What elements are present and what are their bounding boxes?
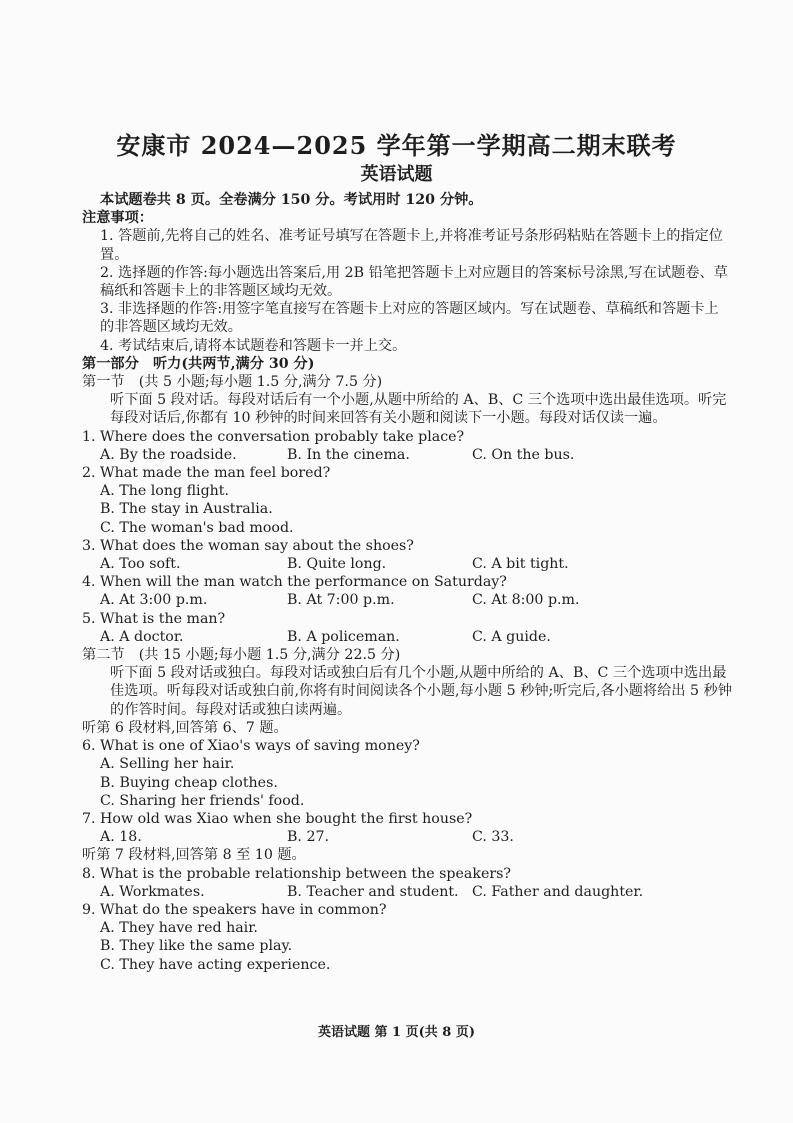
option-b: B. 27. xyxy=(287,829,330,846)
option-a: A. 18. xyxy=(100,829,142,846)
question-stem: 4. When will the man watch the performance on Saturday? xyxy=(82,574,507,591)
option-a: A. Workmates. xyxy=(100,883,205,900)
option-a: A. By the roadside. xyxy=(100,446,237,463)
option-b: B. At 7:00 p.m. xyxy=(287,592,395,609)
exam-title: 安康市 2024—2025 学年第一学期高二期末联考 xyxy=(116,131,677,160)
option-c: C. The woman's bad mood. xyxy=(100,519,294,536)
material-instruction: 听第 6 段材料,回答第 6、7 题。 xyxy=(82,719,288,736)
section1-heading: 第一节 (共 5 小题;每小题 1.5 分,满分 7.5 分) xyxy=(82,374,383,391)
option-b: B. Buying cheap clothes. xyxy=(100,774,278,791)
section2-instructions: 听下面 5 段对话或独白。每段对话或独白后有几个小题,从题中所给的 A、B、C 三个选项中选出最佳选项。听每段对话或独白前,你将有时间阅读各个小题,每小题 5 秒钟;听完后,各小题将给出 5 秒钟的作答时间。每段对话或独白读两遍。 xyxy=(110,665,732,718)
option-c: C. On the bus. xyxy=(472,446,575,463)
exam-subtitle: 英语试题 xyxy=(360,164,433,185)
option-c: C. 33. xyxy=(472,829,514,846)
option-b: B. The stay in Australia. xyxy=(100,501,273,518)
material-instruction: 听第 7 段材料,回答第 8 至 10 题。 xyxy=(82,847,306,864)
option-a: A. Too soft. xyxy=(100,556,181,573)
option-c: C. A guide. xyxy=(472,628,551,645)
option-b: B. They like the same play. xyxy=(100,938,293,955)
option-c: C. They have acting experience. xyxy=(100,956,331,973)
question-stem: 1. Where does the conversation probably take place? xyxy=(82,428,465,445)
option-a: A. A doctor. xyxy=(100,628,184,645)
option-a: A. The long flight. xyxy=(100,483,230,500)
question-stem: 6. What is one of Xiao's ways of saving money? xyxy=(82,738,420,755)
question-options xyxy=(82,555,732,573)
exam-body xyxy=(82,191,732,974)
part1-heading: 第一部分 听力(共两节,满分 30 分) xyxy=(82,355,315,372)
option-c: C. Sharing her friends' food. xyxy=(100,792,305,809)
question-options xyxy=(82,446,732,464)
option-a: A. Selling her hair. xyxy=(100,756,235,773)
option-c: C. At 8:00 p.m. xyxy=(472,592,580,609)
option-b: B. In the cinema. xyxy=(287,446,410,463)
question-stem: 9. What do the speakers have in common? xyxy=(82,901,387,918)
question-options xyxy=(82,883,732,901)
question-options xyxy=(82,591,732,609)
notice-heading: 注意事项： xyxy=(82,210,153,227)
notice-item: 4. 考试结束后,请将本试题卷和答题卡一并上交。 xyxy=(100,337,407,354)
question-options xyxy=(82,628,732,646)
question-stem: 2. What made the man feel bored? xyxy=(82,465,331,482)
page-footer: 英语试题 第 1 页(共 8 页) xyxy=(317,1025,476,1040)
notice-item: 2. 选择题的作答:每小题选出答案后,用 2B 铅笔把答题卡上对应题目的答案标号涂黑,写在试题卷、草稿纸和答题卡上的非答题区域均无效。 xyxy=(100,264,728,300)
notice-item: 3. 非选择题的作答:用签字笔直接写在答题卡上对应的答题区域内。写在试题卷、草稿纸和答题卡上的非答题区域均无效。 xyxy=(100,301,719,336)
option-c: C. A bit tight. xyxy=(472,556,569,573)
option-b: B. Quite long. xyxy=(287,556,387,573)
option-b: B. A policeman. xyxy=(287,628,400,645)
option-a: A. They have red hair. xyxy=(100,920,258,937)
option-a: A. At 3:00 p.m. xyxy=(100,592,208,609)
question-options xyxy=(82,828,732,846)
section2-heading: 第二节 (共 15 小题;每小题 1.5 分,满分 22.5 分) xyxy=(82,647,401,664)
question-stem: 8. What is the probable relationship between the speakers? xyxy=(82,865,512,882)
option-c: C. Father and daughter. xyxy=(472,883,644,900)
question-stem: 7. How old was Xiao when she bought the first house? xyxy=(82,810,473,827)
section1-instructions: 听下面 5 段对话。每段对话后有一个小题,从题中所给的 A、B、C 三个选项中选出最佳选项。听完每段对话后,你都有 10 秒钟的时间来回答有关小题和阅读下一小题。每段对话仅读一遍。 xyxy=(110,392,727,427)
exam-intro: 本试题卷共 8 页。全卷满分 150 分。考试用时 120 分钟。 xyxy=(100,192,483,208)
option-b: B. Teacher and student. xyxy=(287,883,459,900)
question-stem: 5. What is the man? xyxy=(82,610,226,627)
notice-item: 1. 答题前,先将自己的姓名、准考证号填写在答题卡上,并将准考证号条形码粘贴在答题卡上的指定位置。 xyxy=(100,228,723,263)
question-stem: 3. What does the woman say about the shoes? xyxy=(82,537,414,554)
